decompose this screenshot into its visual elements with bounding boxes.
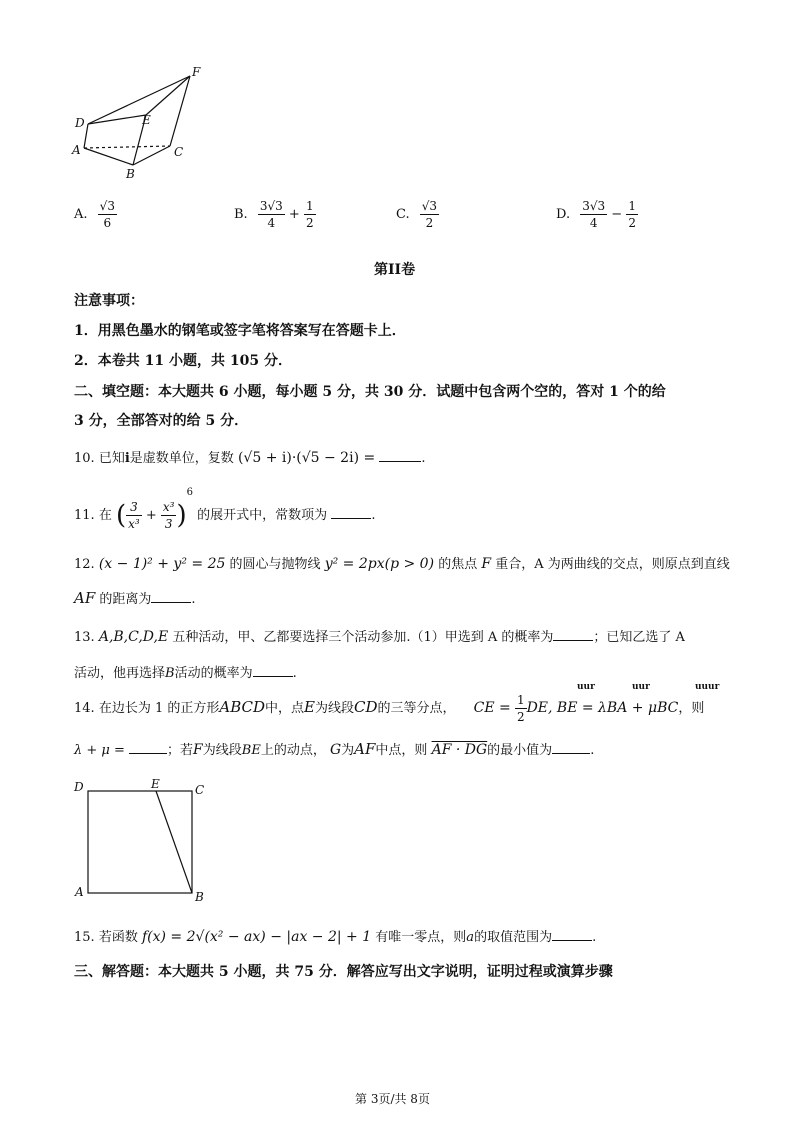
option-a: A. $\frac{√3}{6}$ [74,199,115,230]
notice-item-2: 2．本卷共 11 小题，共 105 分． [74,353,292,369]
label-C: C [174,145,184,159]
notice-item-1: 1．用黑色墨水的钢笔或签字笔将答案写在答题卡上． [74,323,406,339]
answer-blank[interactable] [552,940,592,941]
part2-heading-2: 3 分，全部答对的给 5 分． [74,413,249,429]
answer-blank[interactable] [552,753,590,754]
section-title: 第II卷 [374,262,416,278]
question-10: 10. 已知i是虚数单位，复数 (√5 + i)·(√5 − 2i) = . [74,450,426,466]
q10-expression: (√5 + i)·(√5 − 2i) = [237,450,376,466]
label-B: B [126,167,135,181]
question-14-line-1: 14. 在边长为 1 的正方形ABCD中，点E为线段CD的三等分点， CE = $\frac{1}{2}$ DE, BE = λBA + μBC，则 [74,693,705,724]
sq-label-C: C [195,783,205,797]
question-13-line-1: 13. A,B,C,D,E 五种活动，甲、乙都要选择三个活动参加.（1）甲选到 A 的概率为 ；已知乙选了 A [74,629,685,645]
option-c: C. $\frac{√3}{2}$ [396,199,438,230]
page-number: 第 3页/共 8页 [355,1092,430,1106]
question-13-line-2: 活动，他再选择B活动的概率为 . [74,666,297,681]
sq-label-D: D [74,780,84,794]
option-b: B. $\frac{3√3}{4}$ + $\frac{1}{2}$ [234,199,314,230]
label-D: D [75,116,85,130]
question-14-line-2: λ + μ = ；若F为线段BE上的动点， G为AF中点，则 AF · DG的最小值为 . [74,740,595,758]
notice-title: 注意事项： [74,293,144,309]
sq-label-A: A [75,885,84,899]
label-F: F [192,65,201,79]
part2-heading-1: 二、填空题：本大题共 6 小题，每小题 5 分，共 30 分．试题中包含两个空的，答对 1 个的给 [74,384,666,400]
answer-blank[interactable] [151,602,191,603]
sq-label-B: B [195,890,204,904]
answer-blank[interactable] [553,640,593,641]
answer-blank[interactable] [129,753,167,754]
answer-blank[interactable] [253,676,293,677]
q14-vector-marks: uur uur uuur [577,682,720,692]
sq-label-E: E [151,777,160,791]
part3-heading: 三、解答题：本大题共 5 小题，共 75 分．解答应写出文字说明，证明过程或演算步骤 [74,964,613,980]
label-A: A [72,143,81,157]
label-E: E [142,113,151,127]
answer-blank[interactable] [379,461,421,462]
prism-figure [60,62,210,182]
question-15: 15. 若函数 f(x) = 2√(x² − ax) − |ax − 2| + 1 有唯一零点，则a的取值范围为 . [74,929,597,945]
question-11: 11. 在 ( $\frac{3}{\text{x³}}$ + $\frac{\text{x³}}{3}$ )$^6$ 的展开式中，常数项为 . [74,487,376,531]
answer-blank[interactable] [331,518,371,519]
question-12-line-2: AF 的距离为 . [74,589,196,607]
option-d: D. $\frac{3√3}{4}$ − $\frac{1}{2}$ [556,199,636,230]
square-figure [70,774,220,908]
question-12-line-1: 12. (x − 1)² + y² = 25 的圆心与抛物线 y² = 2px(p > 0) 的焦点 F 重合，A 为两曲线的交点，则原点到直线 [74,556,730,572]
